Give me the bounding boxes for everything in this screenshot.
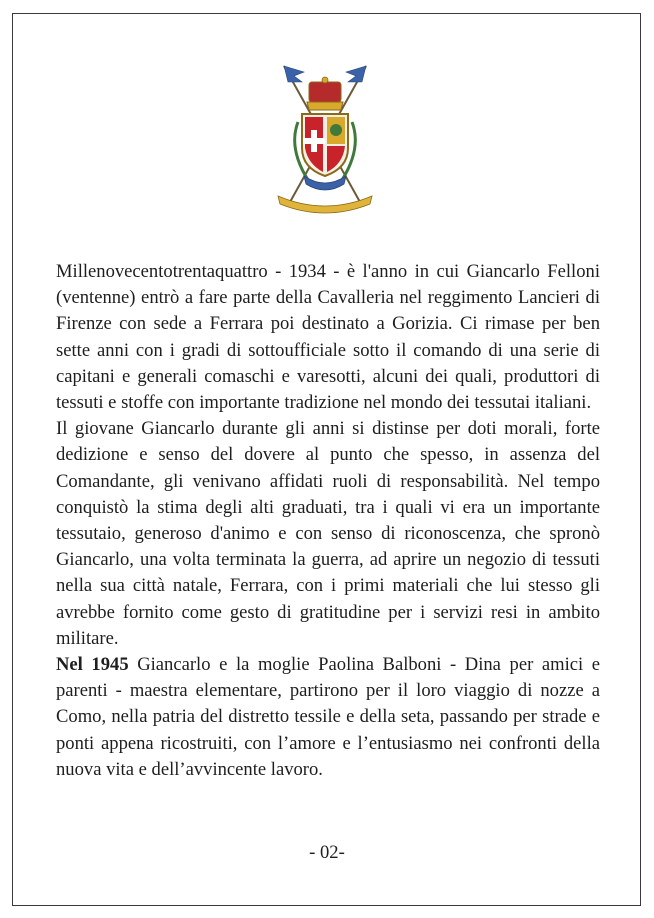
- page-number: - 02-: [309, 842, 345, 863]
- paragraph-2-text: Il giovane Giancarlo durante gli anni si distinse per doti morali, forte dedizione e senso del dovere al punto che spesso, in assenza del Comandante, gli venivano affidati ruoli di responsabilità. Nel tempo conquistò la stima degli alti graduati, tra i quali vi era un importante tessutaio, generoso d'animo e con senso di riconoscenza, che spronò Giancarlo, una volta terminata la guerra, ad aprire un negozio di tessuti nella sua città natale, Ferrara, con i primi materiali che lui stesso gli avrebbe fornito come gesto di gratitudine per i servizi resi in ambito militare.: [56, 418, 600, 649]
- body-text: [56, 259, 600, 783]
- paragraph-2: [56, 416, 600, 652]
- paragraph-3-text: Giancarlo e la moglie Paolina Balboni - Dina per amici e parenti - maestra elementare, partirono per il loro viaggio di nozze a Como, nella patria del distretto tessile e della seta, passando per strade e ponti appena ricostruiti, con l’amore e l’entusiasmo nei confronti della nuova vita e dell’avvincente lavoro.: [56, 654, 600, 780]
- paragraph-3-lead: Nel 1945: [56, 654, 129, 676]
- coat-of-arms-crest-icon: [264, 56, 386, 218]
- paragraph-3: [56, 652, 600, 783]
- crest-drawing: [264, 56, 386, 218]
- paragraph-1-text: Millenovecentotrentaquattro - 1934 - è l'anno in cui Giancarlo Felloni (ventenne) entrò a fare parte della Cavalleria nel reggimento Lancieri di Firenze con sede a Ferrara poi destinato a Gorizia. Ci rimase per ben sette anni con i gradi di sottoufficiale sotto il comando di una serie di capitani e generali comaschi e varesotti, alcuni dei quali, produttori di tessuti e stoffe con importante tradizione nel mondo dei tessutai italiani.: [56, 261, 600, 414]
- paragraph-1: [56, 259, 600, 416]
